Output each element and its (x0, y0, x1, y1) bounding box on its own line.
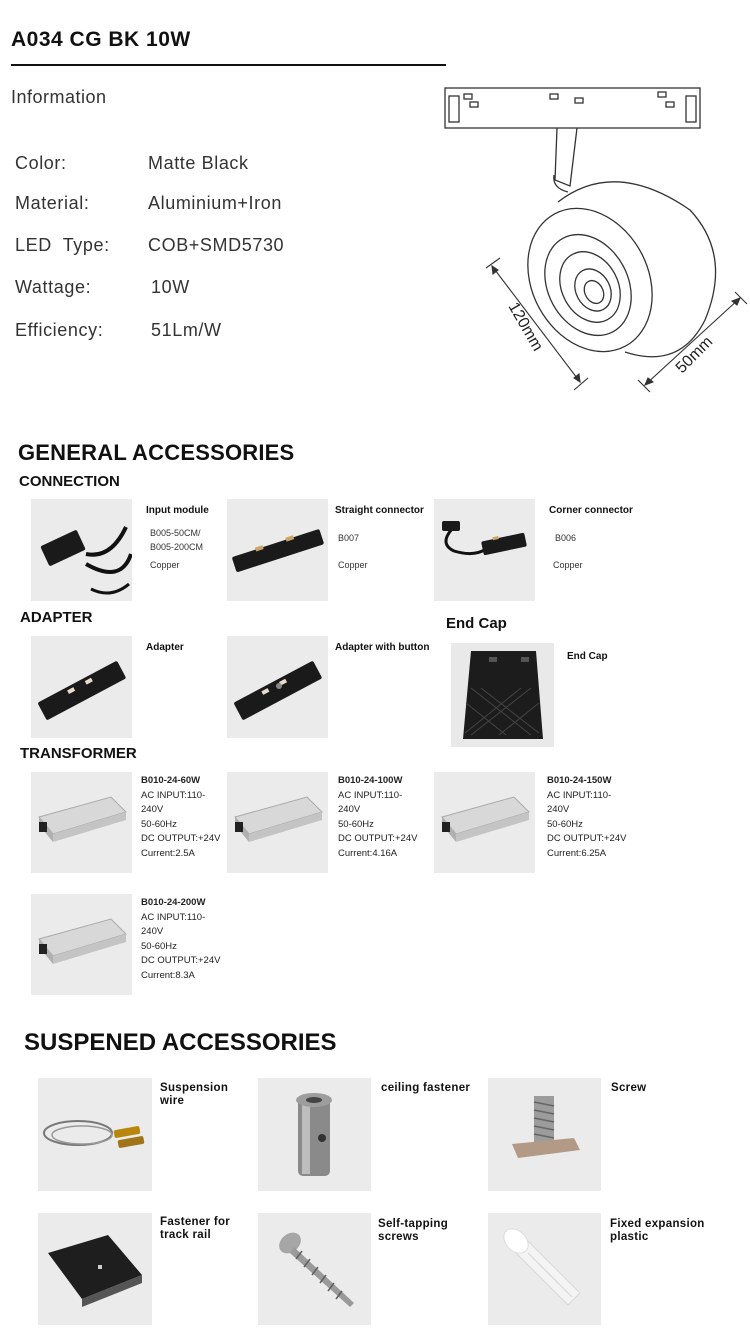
spec-color-value: Matte Black (148, 153, 249, 173)
general-accessories-heading: GENERAL ACCESSORIES (18, 440, 295, 465)
title-divider (11, 64, 446, 66)
self-tapping-screw-name: Self-tapping screws (378, 1218, 449, 1243)
corner-connector-code: B006 (555, 533, 577, 543)
spec-material-value: Aluminium+Iron (148, 193, 282, 213)
adapter-image (31, 636, 132, 738)
expansion-plastic-image (488, 1213, 601, 1325)
fastener-track-rail-name: Fastener for track rail (160, 1216, 231, 1241)
spec-wattage-value: 10W (151, 277, 190, 297)
fastener-track-rail-image (38, 1213, 152, 1325)
spec-efficiency-label: Efficiency: (15, 320, 104, 340)
expansion-plastic-name: Fixed expansion plastic (610, 1218, 705, 1243)
dimension-depth-label: 50mm (672, 333, 717, 377)
spec-wattage-label: Wattage: (15, 277, 92, 297)
screw-name: Screw (611, 1082, 647, 1094)
screw-image (488, 1078, 601, 1191)
straight-connector-name: Straight connector (335, 505, 424, 516)
adapter-with-button-image (227, 636, 328, 738)
spec-color-label: Color: (15, 153, 67, 173)
information-heading: Information (11, 87, 107, 107)
transformer-200w-specs: B010-24-200W AC INPUT:110- 240V 50-60Hz DC OUTPUT:+24V Current:8.3A (141, 897, 221, 981)
end-cap-name: End Cap (567, 651, 608, 662)
transformer-150w-image (434, 772, 535, 873)
product-title: A034 CG BK 10W (11, 28, 191, 51)
transformer-150w-specs: B010-24-150W AC INPUT:110- 240V 50-60Hz DC OUTPUT:+24V Current:6.25A (547, 775, 627, 859)
suspension-wire-name: Suspension wire (160, 1082, 229, 1107)
end-cap-image (451, 643, 554, 747)
spec-led-type-value: COB+SMD5730 (148, 235, 285, 255)
input-module-code-2: B005-200CM (150, 542, 204, 552)
adapter-with-button-name: Adapter with button (335, 642, 430, 653)
transformer-100w-image (227, 772, 328, 873)
transformer-200w-image (31, 894, 132, 995)
transformer-60w-image (31, 772, 132, 873)
end-cap-heading: End Cap (446, 615, 507, 632)
suspended-accessories-heading: SUSPENED ACCESSORIES (24, 1029, 337, 1056)
spec-material-label: Material: (15, 193, 90, 213)
straight-connector-image (227, 499, 328, 601)
ceiling-fastener-name: ceiling fastener (381, 1082, 471, 1094)
adapter-name: Adapter (146, 642, 184, 653)
self-tapping-screw-image (258, 1213, 371, 1325)
straight-connector-code: B007 (338, 533, 360, 543)
corner-connector-image (434, 499, 535, 601)
suspension-wire-image (38, 1078, 152, 1191)
input-module-material: Copper (150, 560, 180, 570)
corner-connector-material: Copper (553, 560, 583, 570)
product-dimension-drawing (440, 80, 750, 400)
input-module-image (31, 499, 132, 601)
spec-efficiency-value: 51Lm/W (151, 320, 222, 340)
straight-connector-material: Copper (338, 560, 368, 570)
connection-heading: CONNECTION (19, 473, 120, 490)
transformer-60w-specs: B010-24-60W AC INPUT:110- 240V 50-60Hz DC OUTPUT:+24V Current:2.5A (141, 775, 221, 859)
dimension-diameter-label: 120mm (504, 299, 546, 355)
adapter-heading: ADAPTER (20, 609, 93, 626)
input-module-name: Input module (146, 505, 209, 516)
spec-led-type-label: LED Type: (15, 235, 110, 255)
transformer-heading: TRANSFORMER (20, 745, 137, 762)
corner-connector-name: Corner connector (549, 505, 633, 516)
input-module-code-1: B005-50CM/ (150, 528, 201, 538)
transformer-100w-specs: B010-24-100W AC INPUT:110- 240V 50-60Hz DC OUTPUT:+24V Current:4.16A (338, 775, 418, 859)
ceiling-fastener-image (258, 1078, 371, 1191)
